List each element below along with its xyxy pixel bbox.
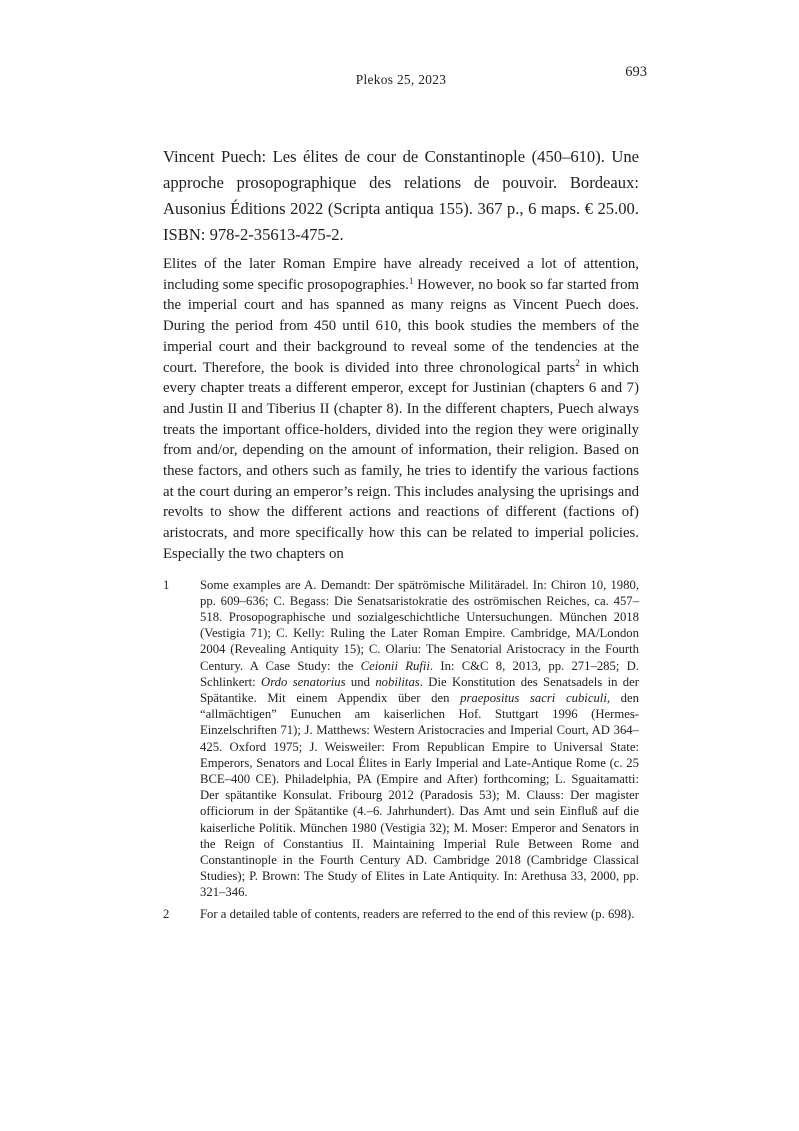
italic-term: praepositus sacri cubiculi (460, 690, 607, 705)
footnote-text: Some examples are A. Demandt: Der spätrömische Militäradel. In: Chiron 10, 1980, pp. 609–636; C. Begass: Die Senatsaristokratie des oströmischen Reiches, ca. 457–518. Prosopographische und sozialgeschichtliche Untersuchungen. München 2018 (Vestigia 71); C. Kelly: Ruling the Later Roman Empire. Cambridge, MA/London 2004 (Revealing Antiquity 15); C. Olariu: The Senatorial Aristocracy in the Fourth Century. A Case Study: the Ceionii Rufii. In: C&C 8, 2013, pp. 271–285; D. Schlinkert: Ordo senatorius und nobilitas. Die Konstitution des Senatsadels in der Spätantike. Mit einem Appendix über den praepositus sacri cubiculi, den “allmächtigen” Eunuchen am kaiserlichen Hof. Stuttgart 1996 (Hermes-Einzelschriften 71); J. Matthews: Western Aristocracies and Imperial Court, AD 364–425. Oxford 1975; J. Weisweiler: From Republican Empire to Universal State: Emperors, Senators and Local Élites in Early Imperial and Late-Antique Rome (c. 25 BCE–400 CE). Philadelphia, PA (Empire and After) forthcoming; L. Sguaitamatti: Der spätantike Konsulat. Fribourg 2012 (Paradosis 53); M. Clauss: Der magister officiorum in der Spätantike (4.–6. Jahrhundert). Das Amt und sein Einfluß auf die kaiserliche Politik. München 1980 (Vestigia 32); M. Moser: Emperor and Senators in the Reign of Constantius II. Maintaining Imperial Rule Between Rome and Constantinople in the Fourth Century AD. Cambridge 2018 (Cambridge Classical Studies); P. Brown: The Study of Elites in Late Antiquity. In: Arethusa 33, 2000, pp. 321–346. (200, 577, 639, 900)
italic-term: Ordo senatorius (261, 674, 346, 689)
footnote-2 (163, 906, 639, 922)
journal-header: Plekos 25, 2023 (355, 72, 447, 87)
footnotes-section (163, 577, 639, 922)
italic-term: Ceionii Rufii (360, 658, 430, 673)
italic-term: nobilitas (375, 674, 420, 689)
book-citation: Vincent Puech: Les élites de cour de Constantinople (450–610). Une approche prosopographique des relations de pouvoir. Bordeaux: Ausonius Éditions 2022 (Scripta antiqua 155). 367 p., 6 maps. € 25.00. ISBN: 978-2-35613-475-2. (163, 147, 639, 244)
footnote-number: 2 (163, 906, 170, 921)
text-column (163, 0, 639, 922)
footnote-marker: 2 (575, 358, 580, 369)
footnote-text: For a detailed table of contents, readers are referred to the end of this review (p. 698). (200, 906, 635, 921)
footnote-marker: 1 (408, 275, 414, 286)
page-number: 693 (625, 64, 647, 80)
footnote-number: 1 (163, 577, 170, 592)
footnote-1 (163, 577, 639, 901)
review-paragraph: Elites of the later Roman Empire have already received a lot of attention, including some specific prosopographies.$^1$ However, no book so far started from the imperial court and has spanned as many reigns as Vincent Puech does. During the period from 450 until 610, this book studies the members of the imperial court and their background to reveal some of the tendencies at the court. Therefore, the book is divided into three chronological parts$^2$ in which every chapter treats a different emperor, except for Justinian (chapters 6 and 7) and Justin II and Tiberius II (chapter 8). In the different chapters, Puech always treats the important office-holders, divided into the region they were originally from and/or, depending on the amount of information, their religion. Based on these factors, and others such as family, he tries to identify the various factions at the court during an emperor’s reign. This includes analysing the uprisings and revolts to show the different actions and reactions of different (factions of) aristocrats, and more specifically how this can be related to imperial policies. Especially the two chapters on (163, 256, 639, 562)
